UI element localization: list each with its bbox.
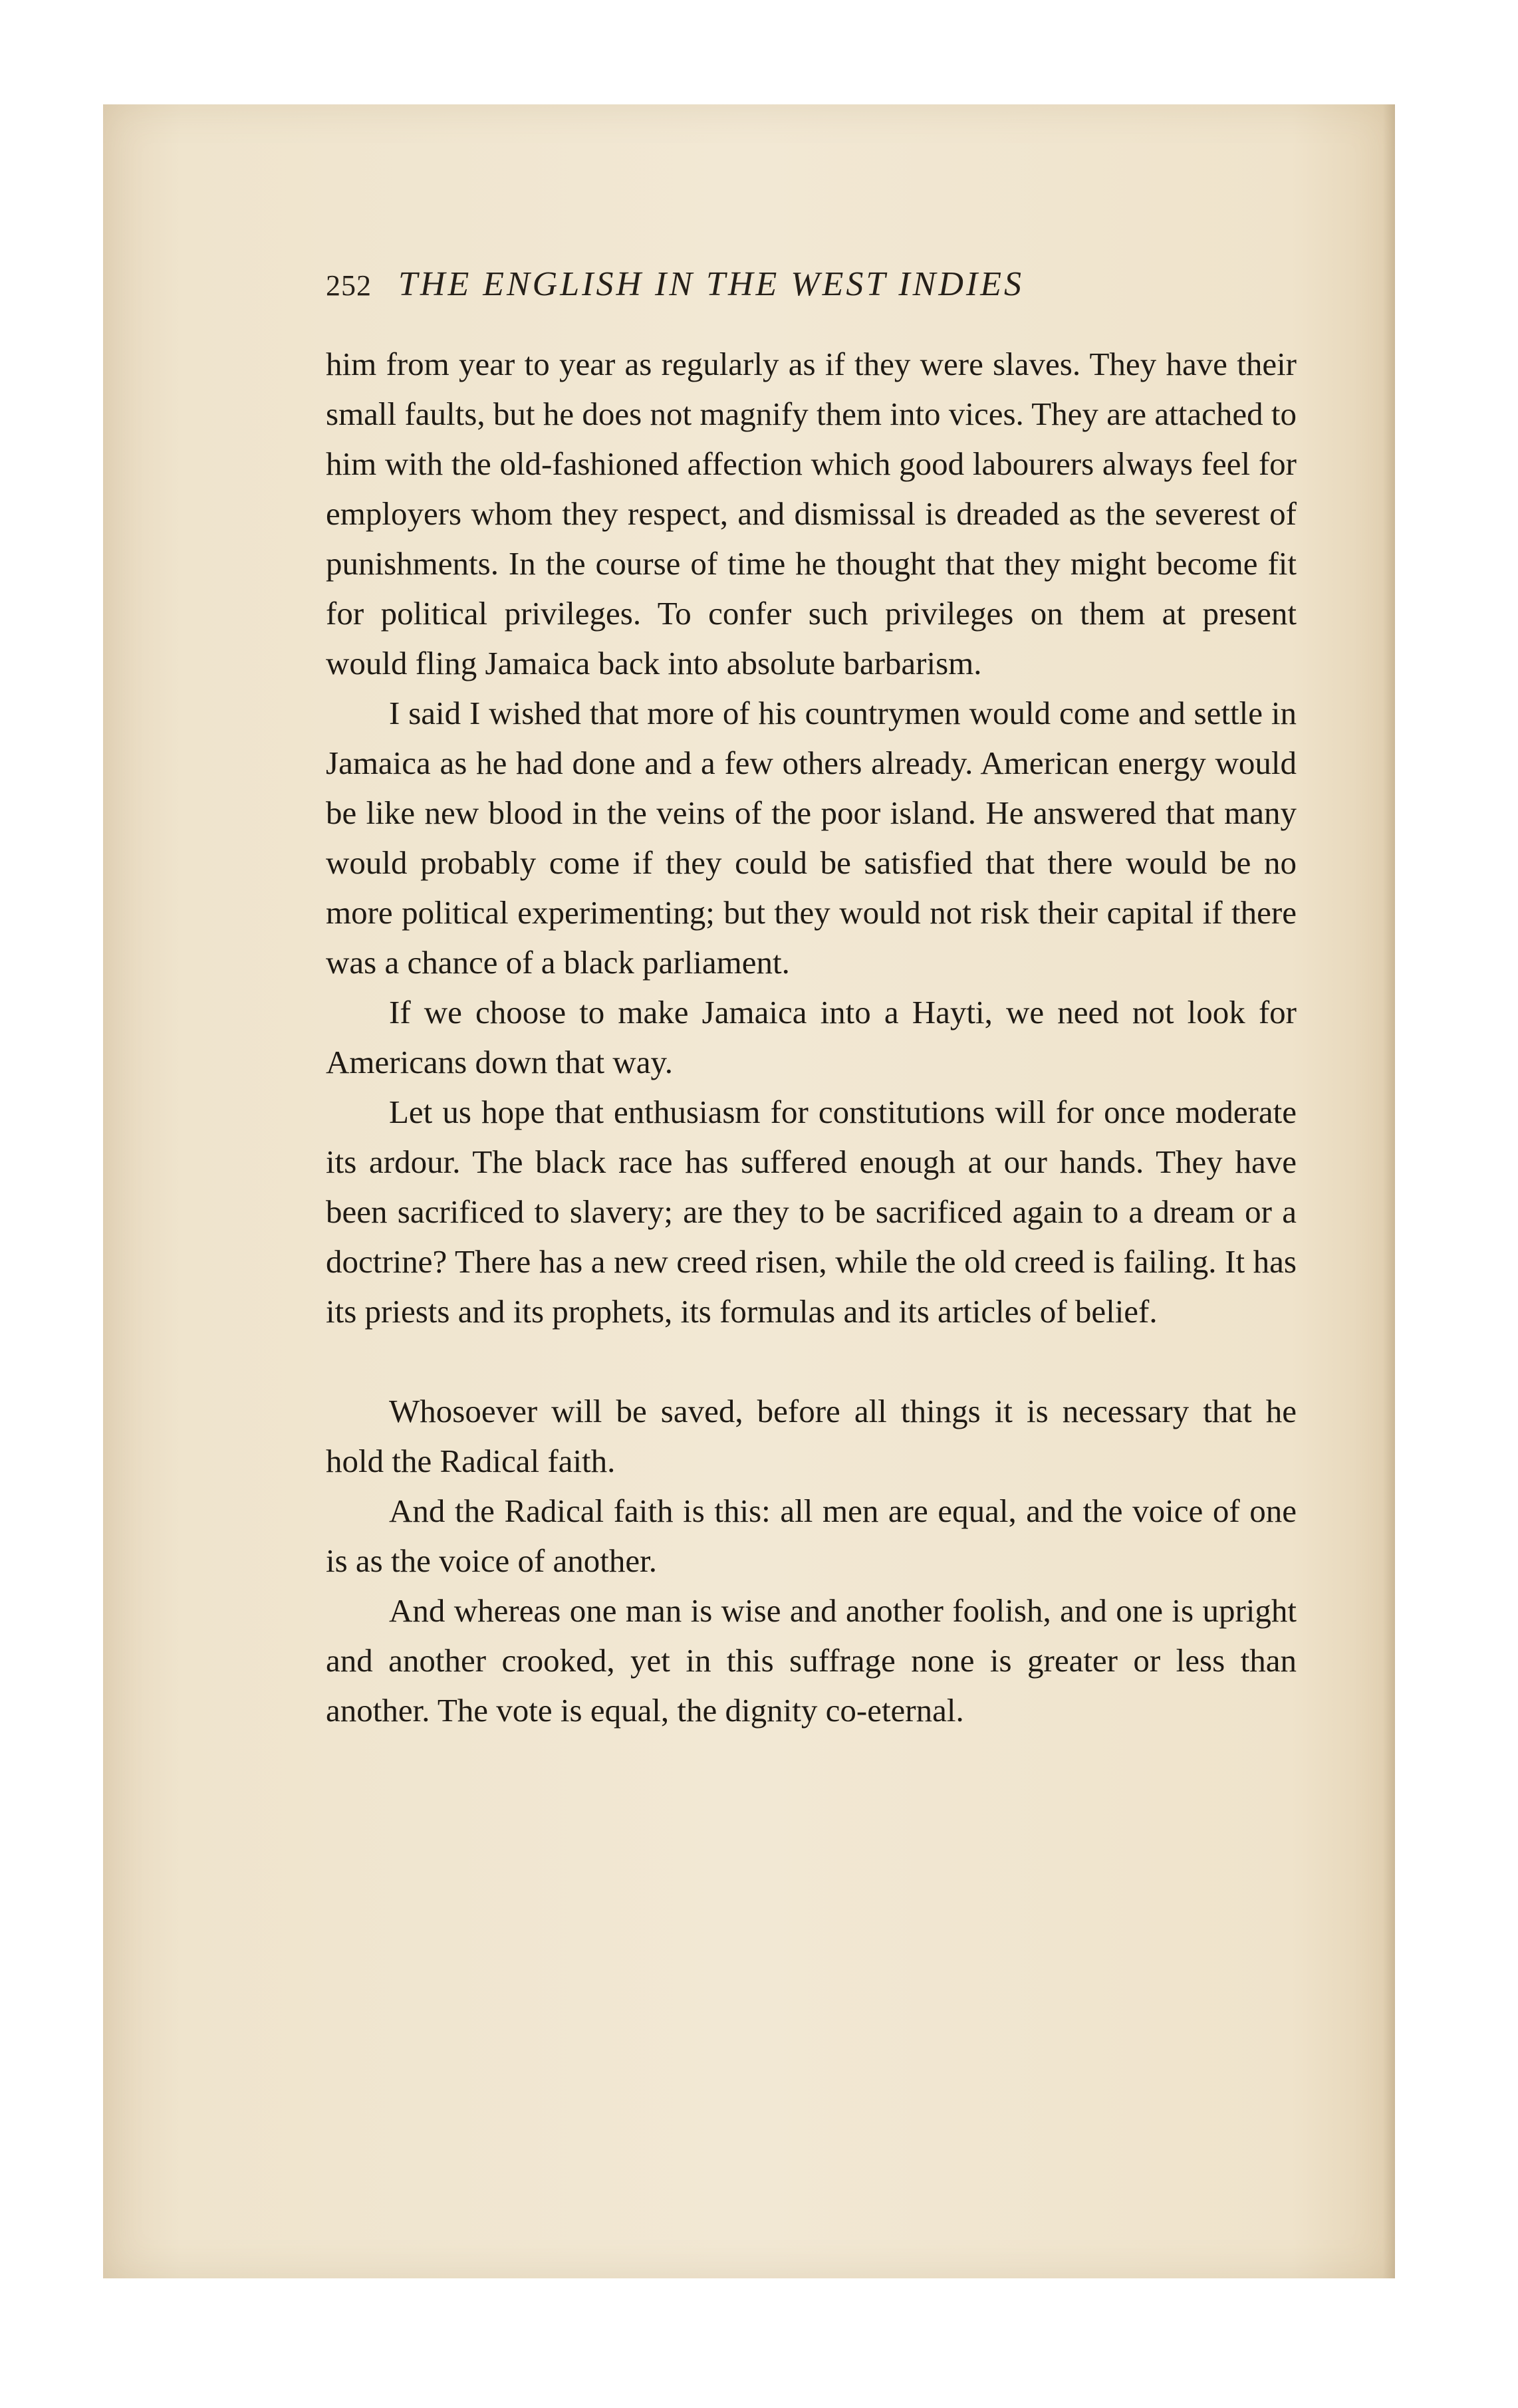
running-header	[326, 265, 1290, 311]
paragraph-creed-faith: And the Radical faith is this: all men are equal, and the voice of one is as the voice of another.	[326, 1493, 1297, 1579]
paragraph-constitutions: Let us hope that enthusiasm for constitutions will for once moderate its ardour. The black race has suffered enough at our hands. They have been sacrificed to slavery; are they to be sacrificed again to a dream or a doctrine? There has a new creed risen, while the old creed is failing. It has its priests and its prophets, its formulas and its articles of belief.	[326, 1094, 1297, 1330]
paragraph-countrymen: I said I wished that more of his countrymen would come and settle in Jamaica as he had done and a few others already. American energy would be like new blood in the veins of the poor island. He answered that many would probably come if they could be satisfied that there would be no more political experimenting; but they would not risk their capital if there was a chance of a black parliament.	[326, 695, 1297, 981]
paragraph-hayti: If we choose to make Jamaica into a Hayti, we need not look for Americans down that way.	[326, 994, 1297, 1080]
running-title: THE ENGLISH IN THE WEST INDIES	[398, 265, 1024, 303]
page-number: 252	[326, 269, 372, 302]
body-text	[326, 339, 1297, 1735]
paragraph-continued: him from year to year as regularly as if they were slaves. They have their small faults, but he does not magnify them into vices. They are attached to him with the old-fashioned affection which good labourers always feel for employers whom they respect, and dismissal is dreaded as the severest of punishments. In the course of time he thought that they might become fit for political privileges. To confer such privileges on them at present would fling Jamaica back into absolute barbarism.	[326, 346, 1297, 681]
paragraph-creed-saved: Whosoever will be saved, before all things it is necessary that he hold the Radical faith.	[326, 1393, 1297, 1479]
paragraph-creed-equal: And whereas one man is wise and another foolish, and one is upright and another crooked, yet in this suffrage none is greater or less than another. The vote is equal, the dignity co-eternal.	[326, 1592, 1297, 1729]
